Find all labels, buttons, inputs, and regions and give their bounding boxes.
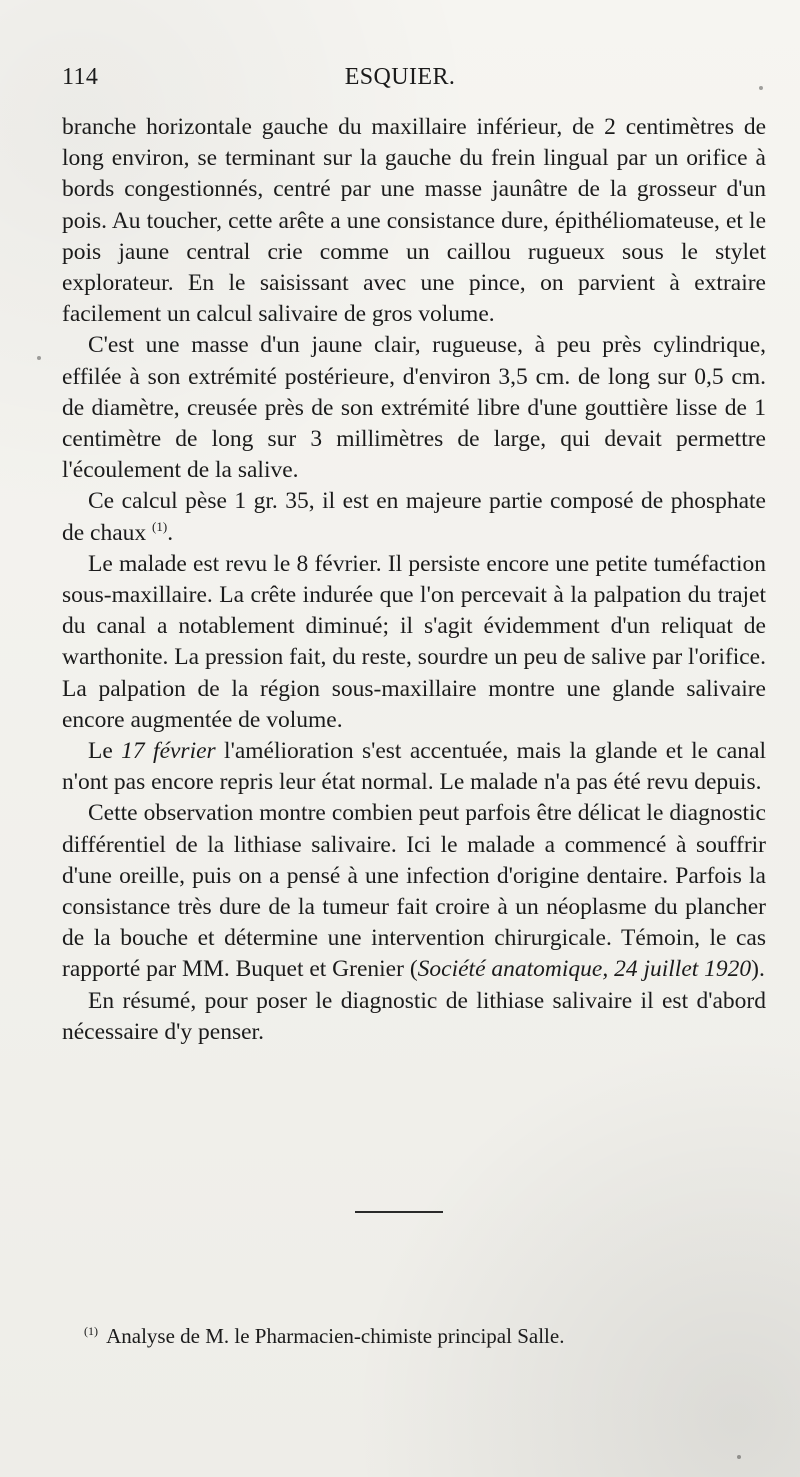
follow-up-date: 17 février <box>121 738 216 765</box>
citation: Société anatomique, 24 juillet 1920 <box>417 956 752 983</box>
paragraph-summary: En résumé, pour poser le diagnostic de lithiase salivaire il est d'abord nécessaire d'y penser. <box>62 987 766 1045</box>
paragraph-follow-up-17-february <box>62 736 766 798</box>
observation-text-end: ). <box>751 956 765 983</box>
paragraph-follow-up-8-february: Le malade est revu le 8 février. Il persiste encore une petite tuméfaction sous-maxillaire. La crête indurée que l'on percevait à la palpation du trajet du canal a notablement diminué; il s'agit évidemment d'un reliquat de warthonite. La pression fait, du reste, sourdre un peu de salive par l'orifice. La palpation de la région sous-maxillaire montre une glande salivaire encore augmentée de volume. <box>62 550 766 733</box>
paragraph-diagnosis-observation <box>62 798 766 985</box>
date-prefix: Le <box>88 738 122 765</box>
date-text-rest: l'amélioration s'est accentuée, mais la glande et le canal n'ont pas encore repris leur état normal. Le malade n'a pas été revu depuis. <box>62 738 767 796</box>
footnote-reference: (1) <box>152 518 168 534</box>
weight-text-end: . <box>167 519 174 546</box>
paragraph-continuation: branche horizontale gauche du maxillaire inférieur, de 2 centimètres de long environ, se terminant sur la gauche du frein lingual par un orifice à bords congestionnés, centré par une masse jaunâtre de la grosseur d'un pois. Au toucher, cette arête a une consistance dure, épithéliomateuse, et le pois jaune central crie comme un caillou rugueux sous le stylet explorateur. En le saisissant avec une pince, on parvient à extraire facilement un calcul salivaire de gros volume. <box>62 114 766 328</box>
paper-speck <box>37 356 41 360</box>
footnote <box>84 1322 730 1350</box>
paper-speck <box>759 86 763 90</box>
section-rule <box>355 1211 443 1213</box>
weight-text: Ce calcul pèse 1 gr. 35, il est en majeure partie composé de phosphate de chaux <box>62 488 766 546</box>
paragraph-calculus-description: C'est une masse d'un jaune clair, rugueuse, à peu près cylindrique, effilée à son extrémité postérieure, d'environ 3,5 cm. de long sur 0,5 cm. de diamètre, creusée près de son extrémité libre d'une gouttière lisse de 1 centimètre de long sur 3 millimètres de large, qui devait permettre l'écoulement de la salive. <box>62 332 766 484</box>
running-head <box>62 64 738 96</box>
observation-text: Cette observation montre combien peut parfois être délicat le diagnostic différentiel de la lithiase salivaire. Ici le malade a commencé à souffrir d'une oreille, puis on a pensé à une infection d'origine dentaire. Parfois la consistance très dure de la tumeur fait croire à un néoplasme du plancher de la bouche et détermine une intervention chirurgicale. Témoin, le cas rapporté par MM. Buquet et Grenier ( <box>62 800 766 983</box>
main-text <box>62 112 766 1048</box>
paper-speck <box>737 1455 741 1459</box>
running-title: ESQUIER. <box>344 64 456 90</box>
footnote-text: Analyse de M. le Pharmacien-chimiste principal Salle. <box>106 1324 565 1348</box>
paragraph-calculus-weight <box>62 486 766 548</box>
footnote-mark: (1) <box>84 1324 98 1338</box>
page-number: 114 <box>62 64 99 90</box>
